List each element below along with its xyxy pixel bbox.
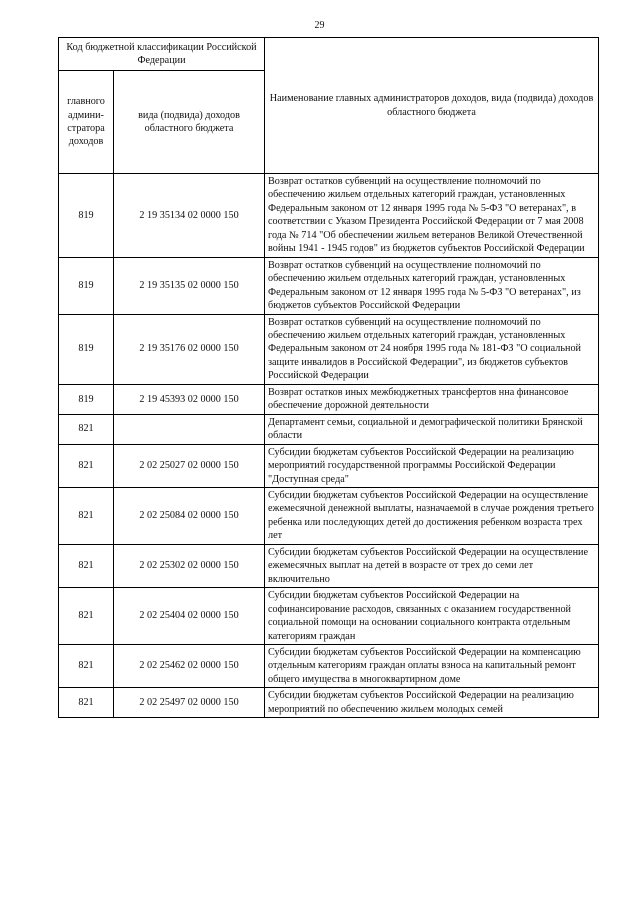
admin-code: 821: [59, 444, 114, 487]
revenue-name: Субсидии бюджетам субъектов Российской Федерации на компенсацию отдельным категориям граждан оплаты взноса на капитальный ремонт общего имущества в многоквартирном доме: [265, 644, 599, 687]
revenue-name: Возврат остатков субвенций на осуществление полномочий по обеспечению жильем отдельных категорий граждан, установленных Федеральным законом от 12 января 1995 года № 5-ФЗ "О ветеранах", из бюджетов субъектов Российской Федерации: [265, 257, 599, 314]
table-row: [59, 588, 599, 645]
admin-code: 821: [59, 688, 114, 718]
revenue-type-column-header: вида (подвида) доходов областного бюджета: [114, 71, 265, 174]
table-row: [59, 384, 599, 414]
table-row: [59, 257, 599, 314]
revenue-code: 2 02 25302 02 0000 150: [114, 544, 265, 587]
revenue-name: Возврат остатков субвенций на осуществление полномочий по обеспечению жильем отдельных категорий граждан, установленных Федеральным законом от 12 января 1995 года № 5-ФЗ "О ветеранах", в соответствии с Указом Президента Российской Федерации от 7 мая 2008 года № 714 "Об обеспечении жильем ветеранов Великой Отечественной войны 1941 - 1945 годов" из бюджетов субъектов Российской Федерации: [265, 174, 599, 258]
revenue-code: 2 19 35176 02 0000 150: [114, 314, 265, 384]
revenue-name: Субсидии бюджетам субъектов Российской Федерации на реализацию мероприятий государственной программы Российской Федерации "Доступная среда": [265, 444, 599, 487]
admin-code: 821: [59, 414, 114, 444]
admin-code: 821: [59, 644, 114, 687]
admin-code: 821: [59, 544, 114, 587]
revenue-code: 2 02 25404 02 0000 150: [114, 588, 265, 645]
admin-column-header: главного админи-стратора доходов: [59, 71, 114, 174]
admin-code: 819: [59, 174, 114, 258]
revenue-code: 2 02 25084 02 0000 150: [114, 487, 265, 544]
classification-code-header: Код бюджетной классификации Российской Федерации: [59, 38, 265, 71]
revenue-name: Субсидии бюджетам субъектов Российской Федерации на осуществление ежемесячных выплат на детей в возрасте от трех до семи лет включительно: [265, 544, 599, 587]
table-row: [59, 487, 599, 544]
revenue-code: 2 19 35134 02 0000 150: [114, 174, 265, 258]
table-row: [59, 314, 599, 384]
revenue-name: Возврат остатков иных межбюджетных трансфертов нна финансовое обеспечение дорожной деятельности: [265, 384, 599, 414]
revenue-name: Возврат остатков субвенций на осуществление полномочий по обеспечению жильем отдельных категорий граждан, установленных Федеральным законом от 24 ноября 1995 года № 181-ФЗ "О социальной защите инвалидов в Российской Федерации", из бюджетов субъектов Российской Федерации: [265, 314, 599, 384]
table-row: [59, 174, 599, 258]
page-number: 29: [314, 20, 325, 31]
revenue-code: 2 02 25497 02 0000 150: [114, 688, 265, 718]
table-row: [59, 688, 599, 718]
table-row: [59, 444, 599, 487]
admin-code: 819: [59, 314, 114, 384]
table-row: [59, 544, 599, 587]
admin-code: 819: [59, 384, 114, 414]
department-name: Департамент семьи, социальной и демографической политики Брянской области: [265, 414, 599, 444]
admin-code: 821: [59, 588, 114, 645]
revenue-name: Субсидии бюджетам субъектов Российской Федерации на осуществление ежемесячной денежной выплаты, назначаемой в случае рождения третьего ребенка или последующих детей до достижения ребенком возраста трех лет: [265, 487, 599, 544]
budget-classification-table: [58, 37, 599, 718]
revenue-code: [114, 414, 265, 444]
admin-code: 821: [59, 487, 114, 544]
revenue-code: 2 19 45393 02 0000 150: [114, 384, 265, 414]
admin-code: 819: [59, 257, 114, 314]
revenue-code: 2 02 25462 02 0000 150: [114, 644, 265, 687]
name-column-header: Наименование главных администраторов доходов, вида (подвида) доходов областного бюджета: [265, 38, 599, 174]
revenue-name: Субсидии бюджетам субъектов Российской Федерации на софинансирование расходов, связанных с оказанием государственной социальной помощи на основании социального контракта отдельным категориям граждан: [265, 588, 599, 645]
revenue-name: Субсидии бюджетам субъектов Российской Федерации на реализацию мероприятий по обеспечению жильем молодых семей: [265, 688, 599, 718]
table-row-department: [59, 414, 599, 444]
revenue-code: 2 19 35135 02 0000 150: [114, 257, 265, 314]
table-row: [59, 644, 599, 687]
revenue-code: 2 02 25027 02 0000 150: [114, 444, 265, 487]
